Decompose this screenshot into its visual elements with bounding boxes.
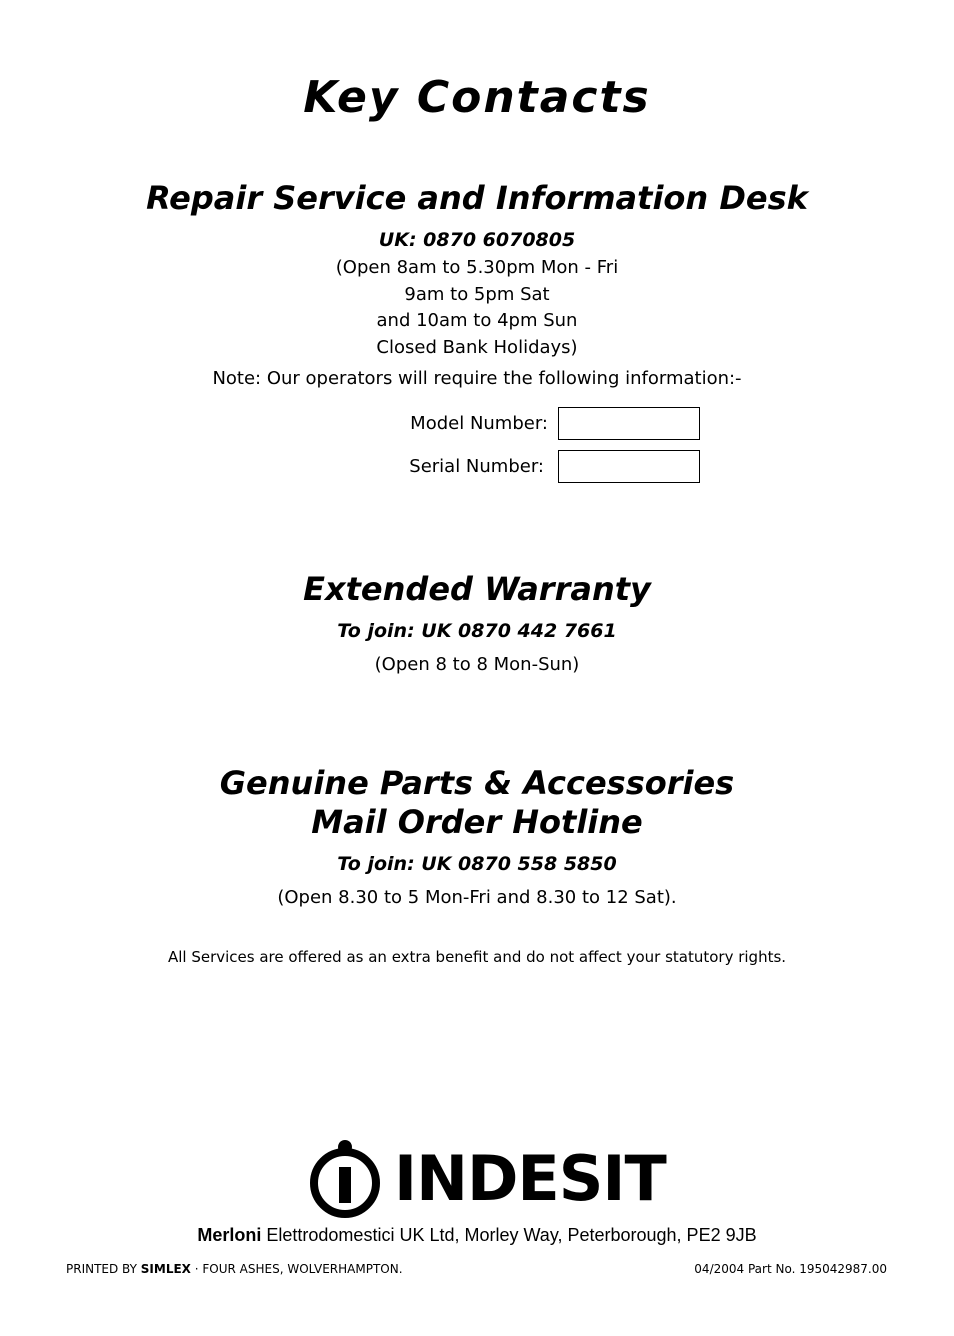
indesit-i-circle-icon <box>308 1139 382 1219</box>
repair-phone: UK: 0870 6070805 <box>378 229 576 251</box>
repair-hours-line: and 10am to 4pm Sun <box>376 310 578 331</box>
repair-heading: Repair Service and Information Desk <box>146 179 808 217</box>
serial-number-row <box>384 450 700 483</box>
warranty-hours: (Open 8 to 8 Mon-Sun) <box>374 654 580 675</box>
serial-number-box <box>558 450 700 483</box>
part-number: 04/2004 Part No. 195042987.00 <box>694 1262 887 1276</box>
printer-name: SIMLEX <box>140 1262 191 1276</box>
parts-hours: (Open 8.30 to 5 Mon-Fri and 8.30 to 12 Sat). <box>277 887 677 908</box>
warranty-heading: Extended Warranty <box>303 570 651 608</box>
repair-note: Note: Our operators will require the following information:- <box>212 368 742 389</box>
printed-by-suffix: · FOUR ASHES, WOLVERHAMPTON. <box>190 1262 403 1276</box>
parts-phone: To join: UK 0870 558 5850 <box>337 853 617 875</box>
model-number-label: Model Number: <box>410 413 548 434</box>
serial-number-label: Serial Number: <box>409 456 544 477</box>
indesit-logo <box>308 1138 666 1220</box>
address-text: Elettrodomestici UK Ltd, Morley Way, Peterborough, PE2 9JB <box>261 1225 757 1245</box>
printed-by <box>66 1262 403 1276</box>
company-name: Merloni <box>197 1225 262 1245</box>
indesit-wordmark: INDESIT <box>394 1142 666 1215</box>
model-number-row <box>388 407 700 440</box>
repair-hours-line: 9am to 5pm Sat <box>404 283 550 305</box>
repair-hours-line: Closed Bank Holidays) <box>376 336 578 358</box>
page-title: Key Contacts <box>303 72 651 123</box>
company-address <box>0 1225 954 1246</box>
parts-heading-line2: Mail Order Hotline <box>311 803 643 841</box>
warranty-phone: To join: UK 0870 442 7661 <box>337 620 617 642</box>
repair-hours <box>0 255 954 361</box>
model-number-box <box>558 407 700 440</box>
disclaimer: All Services are offered as an extra benefit and do not affect your statutory rights. <box>167 948 787 966</box>
printed-by-prefix: PRINTED BY <box>66 1262 141 1276</box>
parts-heading-line1: Genuine Parts & Accessories <box>219 764 735 802</box>
repair-hours-line: (Open 8am to 5.30pm Mon - Fri <box>335 257 619 278</box>
